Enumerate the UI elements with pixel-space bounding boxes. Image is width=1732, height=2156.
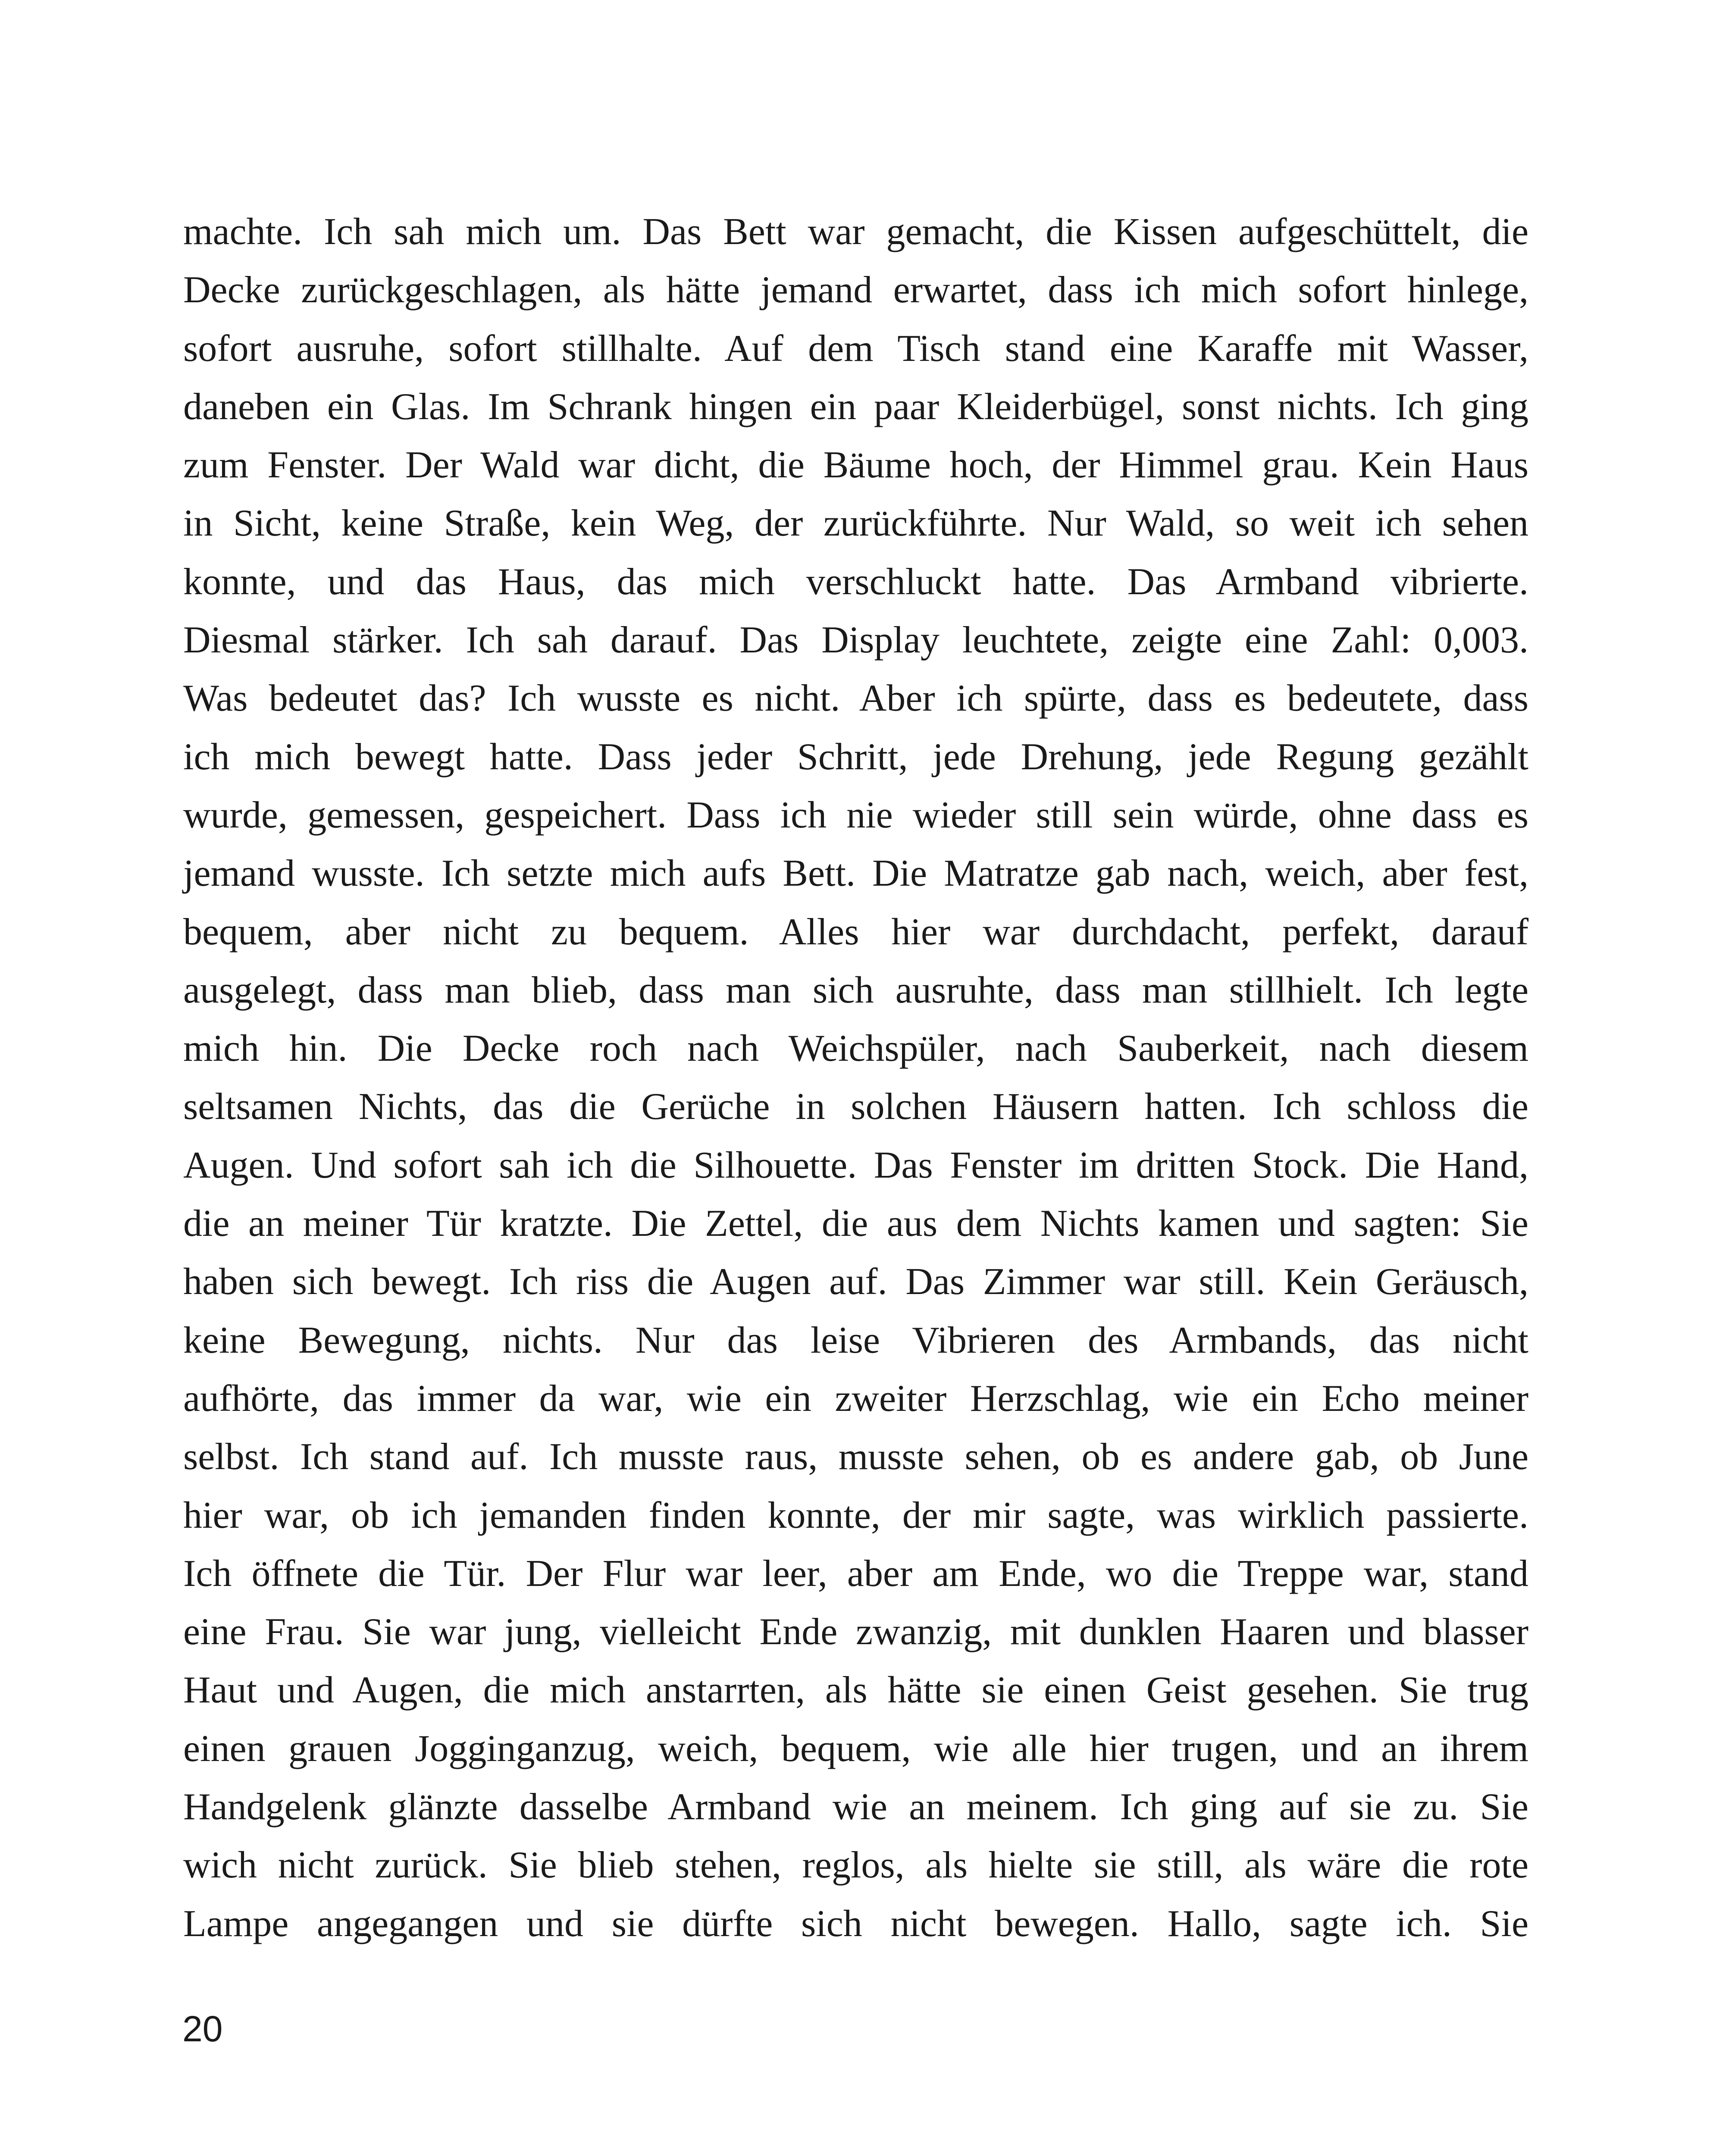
text-line: seltsamen Nichts, das die Gerüche in solchen Häusern hatten. Ich schloss die — [183, 1086, 1528, 1128]
text-line: aufhörte, das immer da war, wie ein zweiter Herzschlag, wie ein Echo meiner — [183, 1377, 1528, 1420]
text-line: Handgelenk glänzte dasselbe Armband wie an meinem. Ich ging auf sie zu. Sie — [183, 1786, 1528, 1828]
text-line: jemand wusste. Ich setzte mich aufs Bett. Die Matratze gab nach, weich, aber fest, — [183, 852, 1528, 895]
text-line: wurde, gemessen, gespeichert. Dass ich nie wieder still sein würde, ohne dass es — [183, 794, 1528, 836]
text-line: bequem, aber nicht zu bequem. Alles hier war durchdacht, perfekt, darauf — [183, 911, 1528, 953]
body-text — [183, 203, 1528, 1953]
text-line: machte. Ich sah mich um. Das Bett war gemacht, die Kissen aufgeschüttelt, die — [183, 211, 1528, 253]
text-line: selbst. Ich stand auf. Ich musste raus, musste sehen, ob es andere gab, ob June — [183, 1436, 1528, 1478]
text-line: daneben ein Glas. Im Schrank hingen ein paar Kleiderbügel, sonst nichts. Ich ging — [183, 385, 1528, 428]
text-line: in Sicht, keine Straße, kein Weg, der zurückführte. Nur Wald, so weit ich sehen — [183, 502, 1528, 545]
text-line: Ich öffnete die Tür. Der Flur war leer, aber am Ende, wo die Treppe war, stand — [183, 1552, 1528, 1595]
text-line: konnte, und das Haus, das mich verschluckt hatte. Das Armband vibrierte. — [183, 561, 1528, 603]
text-line: Decke zurückgeschlagen, als hätte jemand erwartet, dass ich mich sofort hinlege, — [183, 269, 1528, 311]
text-line: keine Bewegung, nichts. Nur das leise Vibrieren des Armbands, das nicht — [183, 1319, 1528, 1361]
text-line: ausgelegt, dass man blieb, dass man sich ausruhte, dass man stillhielt. Ich legte — [183, 969, 1528, 1011]
text-line: Diesmal stärker. Ich sah darauf. Das Display leuchtete, zeigte eine Zahl: 0,003. — [183, 619, 1528, 661]
text-line: die an meiner Tür kratzte. Die Zettel, die aus dem Nichts kamen und sagten: Sie — [183, 1203, 1528, 1245]
text-line: Lampe angegangen und sie dürfte sich nicht bewegen. Hallo, sagte ich. Sie — [183, 1902, 1528, 1945]
text-line: Was bedeutet das? Ich wusste es nicht. Aber ich spürte, dass es bedeutete, dass — [183, 677, 1528, 720]
text-line: mich hin. Die Decke roch nach Weichspüler, nach Sauberkeit, nach diesem — [183, 1028, 1528, 1070]
text-line: zum Fenster. Der Wald war dicht, die Bäume hoch, der Himmel grau. Kein Haus — [183, 444, 1528, 486]
text-line: eine Frau. Sie war jung, vielleicht Ende zwanzig, mit dunklen Haaren und blasser — [183, 1611, 1528, 1653]
text-line: hier war, ob ich jemanden finden konnte, der mir sagte, was wirklich passierte. — [183, 1494, 1528, 1536]
text-line: wich nicht zurück. Sie blieb stehen, reglos, als hielte sie still, als wäre die rote — [183, 1844, 1528, 1887]
text-line: Haut und Augen, die mich anstarrten, als hätte sie einen Geist gesehen. Sie trug — [183, 1669, 1528, 1711]
page-number: 20 — [182, 2009, 223, 2049]
text-line: sofort ausruhe, sofort stillhalte. Auf dem Tisch stand eine Karaffe mit Wasser, — [183, 327, 1528, 370]
text-line: ich mich bewegt hatte. Dass jeder Schritt, jede Drehung, jede Regung gezählt — [183, 736, 1528, 778]
text-line: einen grauen Jogginganzug, weich, bequem, wie alle hier trugen, und an ihrem — [183, 1727, 1528, 1770]
text-line: Augen. Und sofort sah ich die Silhouette. Das Fenster im dritten Stock. Die Hand, — [183, 1144, 1528, 1186]
text-line: haben sich bewegt. Ich riss die Augen auf. Das Zimmer war still. Kein Geräusch, — [183, 1261, 1528, 1303]
